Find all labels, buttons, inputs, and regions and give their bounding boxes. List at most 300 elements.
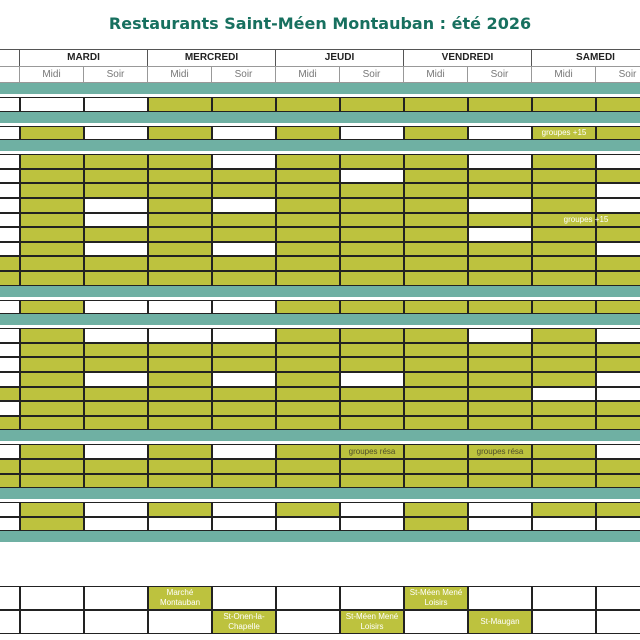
- table-cell: [212, 97, 276, 112]
- table-cell: [340, 300, 404, 315]
- table-cell: [0, 256, 20, 271]
- table-cell: [404, 444, 468, 459]
- table-cell: [276, 328, 340, 343]
- table-cell: [148, 416, 212, 431]
- table-cell: [340, 416, 404, 431]
- table-cell: [0, 416, 20, 431]
- meal-header: Midi: [404, 66, 468, 83]
- table-cell: [148, 502, 212, 517]
- table-cell: [532, 183, 596, 198]
- meal-header: Soir: [340, 66, 404, 83]
- table-cell: [340, 517, 404, 532]
- table-cell: [404, 372, 468, 387]
- table-cell: [404, 387, 468, 402]
- table-cell: [212, 256, 276, 271]
- table-cell: [596, 169, 640, 184]
- table-cell: [84, 372, 148, 387]
- table-cell: [0, 502, 20, 517]
- day-header: VENDREDI: [404, 49, 532, 66]
- event-label: St-Méen Mené Loisirs: [409, 588, 463, 607]
- table-cell: [212, 586, 276, 610]
- table-cell: [404, 242, 468, 257]
- table-cell: [20, 154, 84, 169]
- table-cell: [148, 300, 212, 315]
- table-cell: [404, 126, 468, 141]
- table-cell: [0, 401, 20, 416]
- table-cell: [212, 198, 276, 213]
- table-cell: [340, 459, 404, 474]
- table-cell: [340, 357, 404, 372]
- table-cell: [0, 387, 20, 402]
- table-cell: [596, 126, 640, 141]
- table-cell: [276, 372, 340, 387]
- table-cell: [20, 213, 84, 228]
- table-cell: [84, 357, 148, 372]
- table-cell: [212, 357, 276, 372]
- table-cell: [84, 416, 148, 431]
- table-cell: [276, 97, 340, 112]
- table-cell: [276, 227, 340, 242]
- table-cell: [404, 198, 468, 213]
- table-cell: [596, 328, 640, 343]
- section-band: [0, 286, 640, 297]
- section-band: [0, 314, 640, 325]
- table-cell: [212, 300, 276, 315]
- table-cell: [596, 416, 640, 431]
- table-cell: [20, 474, 84, 489]
- table-cell: [84, 387, 148, 402]
- table-cell: [468, 387, 532, 402]
- table-cell: [0, 517, 20, 532]
- table-cell: [340, 387, 404, 402]
- table-cell: [0, 154, 20, 169]
- table-cell: [404, 256, 468, 271]
- table-cell: [276, 271, 340, 286]
- table-cell: [404, 227, 468, 242]
- table-cell: [212, 328, 276, 343]
- table-cell: [532, 242, 596, 257]
- table-cell: [596, 242, 640, 257]
- table-cell: [340, 372, 404, 387]
- table-cell: [468, 271, 532, 286]
- table-cell: [532, 459, 596, 474]
- table-cell: [596, 343, 640, 358]
- table-cell: [0, 271, 20, 286]
- table-cell: [596, 97, 640, 112]
- table-cell: [20, 126, 84, 141]
- table-cell: [532, 198, 596, 213]
- table-cell: [84, 126, 148, 141]
- table-cell: [340, 271, 404, 286]
- section-band: [0, 140, 640, 151]
- table-cell: [148, 169, 212, 184]
- table-cell: [148, 227, 212, 242]
- day-header: JEUDI: [276, 49, 404, 66]
- page-title: Restaurants Saint-Méen Montauban : été 2026: [108, 14, 532, 33]
- table-cell: [212, 387, 276, 402]
- table-cell: [0, 227, 20, 242]
- table-cell: [148, 126, 212, 141]
- table-cell: [148, 387, 212, 402]
- table-cell: [340, 126, 404, 141]
- table-cell: [340, 198, 404, 213]
- table-cell: [148, 357, 212, 372]
- table-cell: [20, 271, 84, 286]
- table-cell: [20, 357, 84, 372]
- table-cell: [468, 213, 532, 228]
- table-cell: [0, 213, 20, 228]
- table-cell: [276, 183, 340, 198]
- table-cell: [148, 444, 212, 459]
- table-cell: [0, 343, 20, 358]
- meal-header: Soir: [596, 66, 640, 83]
- table-cell: [84, 242, 148, 257]
- table-cell: [20, 416, 84, 431]
- table-cell: [212, 517, 276, 532]
- table-cell: [340, 502, 404, 517]
- day-header: MERCREDI: [148, 49, 276, 66]
- table-cell: [340, 256, 404, 271]
- table-cell: [20, 502, 84, 517]
- table-cell: [148, 183, 212, 198]
- table-cell: [20, 227, 84, 242]
- table-cell: [84, 169, 148, 184]
- table-cell: [276, 517, 340, 532]
- table-cell: [532, 444, 596, 459]
- event-label: St-Onen-la-Chapelle: [223, 612, 265, 631]
- table-cell: [532, 357, 596, 372]
- table-cell: [20, 517, 84, 532]
- table-cell: [404, 154, 468, 169]
- table-cell: [404, 502, 468, 517]
- table-cell: [20, 242, 84, 257]
- table-cell: [340, 227, 404, 242]
- table-cell: [0, 97, 20, 112]
- table-cell: [276, 474, 340, 489]
- table-cell: [468, 502, 532, 517]
- header-lead: [0, 49, 20, 66]
- table-cell: [212, 401, 276, 416]
- table-cell: [84, 444, 148, 459]
- table-cell: [0, 198, 20, 213]
- table-cell: [148, 328, 212, 343]
- table-cell: [276, 198, 340, 213]
- table-cell: [148, 343, 212, 358]
- table-cell: [0, 474, 20, 489]
- table-cell: [340, 401, 404, 416]
- table-cell: [0, 444, 20, 459]
- table-cell: [84, 459, 148, 474]
- table-cell: [596, 586, 640, 610]
- table-cell: [468, 328, 532, 343]
- table-cell: [148, 271, 212, 286]
- table-cell: [404, 401, 468, 416]
- table-cell: [596, 357, 640, 372]
- meal-header: Midi: [148, 66, 212, 83]
- table-cell: [20, 343, 84, 358]
- table-cell: [0, 459, 20, 474]
- table-cell: [468, 183, 532, 198]
- table-cell: [596, 387, 640, 402]
- table-cell: [0, 328, 20, 343]
- table-cell: [84, 328, 148, 343]
- table-cell: [596, 300, 640, 315]
- table-cell: [84, 502, 148, 517]
- table-cell: [84, 256, 148, 271]
- table-cell: [596, 610, 640, 634]
- table-cell: [212, 459, 276, 474]
- table-cell: [212, 416, 276, 431]
- table-cell: [20, 328, 84, 343]
- table-cell: [468, 126, 532, 141]
- table-cell: [84, 227, 148, 242]
- table-cell: [468, 227, 532, 242]
- table-cell: [84, 300, 148, 315]
- table-cell: [84, 198, 148, 213]
- table-cell: [468, 474, 532, 489]
- table-cell: [148, 474, 212, 489]
- table-cell: [212, 444, 276, 459]
- table-cell: [0, 586, 20, 610]
- table-cell: [532, 97, 596, 112]
- section-band: [0, 430, 640, 441]
- header-lead: [0, 66, 20, 83]
- table-cell: [596, 502, 640, 517]
- table-cell: [468, 169, 532, 184]
- table-cell: [340, 328, 404, 343]
- table-cell: [84, 586, 148, 610]
- table-cell: [20, 610, 84, 634]
- table-cell: [404, 97, 468, 112]
- table-cell: [596, 154, 640, 169]
- table-cell: [20, 300, 84, 315]
- table-cell: [404, 213, 468, 228]
- table-cell: [20, 198, 84, 213]
- table-cell: [404, 517, 468, 532]
- event-label: St-Maugan: [480, 617, 520, 626]
- table-cell: [148, 213, 212, 228]
- table-cell: [20, 256, 84, 271]
- table-cell: [0, 242, 20, 257]
- table-cell: [84, 474, 148, 489]
- table-cell: [212, 502, 276, 517]
- table-cell: [212, 169, 276, 184]
- table-cell: [276, 300, 340, 315]
- table-cell: [340, 97, 404, 112]
- table-cell: [0, 300, 20, 315]
- meal-header: Midi: [532, 66, 596, 83]
- table-cell: [84, 183, 148, 198]
- table-cell: [596, 198, 640, 213]
- table-cell: [148, 198, 212, 213]
- table-cell: [468, 343, 532, 358]
- table-cell: [532, 169, 596, 184]
- table-cell: [532, 517, 596, 532]
- table-cell: [404, 474, 468, 489]
- table-cell: [340, 242, 404, 257]
- table-cell: [148, 97, 212, 112]
- event-label: St-Méen Mené Loisirs: [345, 612, 399, 631]
- table-cell: [532, 401, 596, 416]
- table-cell: [532, 586, 596, 610]
- table-cell: [596, 227, 640, 242]
- table-cell: [596, 474, 640, 489]
- table-cell: [212, 154, 276, 169]
- table-cell: [468, 256, 532, 271]
- table-cell: [84, 401, 148, 416]
- table-cell: [404, 357, 468, 372]
- table-cell: [532, 256, 596, 271]
- table-cell: [340, 474, 404, 489]
- table-cell: [468, 97, 532, 112]
- table-cell: [340, 586, 404, 610]
- table-cell: [532, 474, 596, 489]
- table-cell: [468, 401, 532, 416]
- table-cell: [276, 126, 340, 141]
- table-cell: [532, 610, 596, 634]
- table-cell: [212, 183, 276, 198]
- table-cell: [468, 517, 532, 532]
- table-cell: [276, 401, 340, 416]
- table-cell: [276, 213, 340, 228]
- table-cell: [84, 213, 148, 228]
- cell-note: groupes résa: [476, 446, 524, 456]
- table-cell: [84, 154, 148, 169]
- table-cell: [276, 343, 340, 358]
- table-cell: [84, 517, 148, 532]
- table-cell: [532, 502, 596, 517]
- table-cell: [596, 256, 640, 271]
- table-cell: [532, 343, 596, 358]
- table-cell: [276, 242, 340, 257]
- table-cell: [340, 169, 404, 184]
- table-cell: [404, 328, 468, 343]
- table-cell: [212, 271, 276, 286]
- table-cell: [20, 586, 84, 610]
- table-cell: [532, 387, 596, 402]
- table-cell: [84, 97, 148, 112]
- table-cell: [212, 213, 276, 228]
- table-cell: [276, 256, 340, 271]
- table-cell: [212, 474, 276, 489]
- table-cell: [404, 300, 468, 315]
- table-cell: [468, 586, 532, 610]
- table-cell: [468, 416, 532, 431]
- table-cell: [404, 416, 468, 431]
- meal-header: Midi: [20, 66, 84, 83]
- table-cell: [276, 444, 340, 459]
- table-cell: [0, 126, 20, 141]
- table-cell: [0, 169, 20, 184]
- table-cell: [468, 357, 532, 372]
- table-cell: [340, 343, 404, 358]
- table-cell: [596, 517, 640, 532]
- day-header: SAMEDI: [532, 49, 640, 66]
- section-band: [0, 112, 640, 123]
- table-cell: [468, 459, 532, 474]
- table-cell: [340, 213, 404, 228]
- table-cell: [276, 610, 340, 634]
- table-cell: [148, 372, 212, 387]
- table-cell: [404, 271, 468, 286]
- table-cell: [276, 387, 340, 402]
- meal-header: Soir: [84, 66, 148, 83]
- table-cell: [148, 610, 212, 634]
- table-cell: [596, 271, 640, 286]
- section-band: [0, 531, 640, 542]
- table-cell: [532, 271, 596, 286]
- table-cell: [276, 357, 340, 372]
- table-cell: [404, 183, 468, 198]
- table-cell: [596, 401, 640, 416]
- table-cell: [596, 444, 640, 459]
- table-cell: [20, 401, 84, 416]
- section-band: [0, 83, 640, 94]
- table-cell: [596, 372, 640, 387]
- table-cell: [20, 169, 84, 184]
- event-label: Marché Montauban: [159, 588, 201, 607]
- table-cell: [340, 183, 404, 198]
- table-cell: [212, 372, 276, 387]
- cell-note: groupes résa: [348, 446, 396, 456]
- table-cell: [276, 502, 340, 517]
- table-cell: [148, 256, 212, 271]
- table-cell: [468, 154, 532, 169]
- table-cell: [276, 169, 340, 184]
- table-cell: [212, 227, 276, 242]
- table-cell: [468, 242, 532, 257]
- table-cell: [468, 372, 532, 387]
- table-cell: [596, 459, 640, 474]
- table-cell: [20, 97, 84, 112]
- cell-note: groupes +15: [541, 127, 587, 137]
- table-cell: [212, 242, 276, 257]
- table-cell: [212, 126, 276, 141]
- table-cell: [532, 328, 596, 343]
- table-cell: [20, 372, 84, 387]
- cell-note: groupes +15: [563, 214, 609, 224]
- table-cell: [20, 444, 84, 459]
- section-band: [0, 488, 640, 499]
- meal-header: Soir: [468, 66, 532, 83]
- table-cell: [148, 459, 212, 474]
- table-cell: [0, 183, 20, 198]
- table-cell: [20, 459, 84, 474]
- table-cell: [532, 300, 596, 315]
- table-cell: [84, 271, 148, 286]
- table-cell: [148, 154, 212, 169]
- table-cell: [532, 416, 596, 431]
- table-cell: [276, 416, 340, 431]
- table-cell: [148, 401, 212, 416]
- table-cell: [276, 586, 340, 610]
- table-cell: [404, 169, 468, 184]
- table-cell: [468, 198, 532, 213]
- day-header: MARDI: [20, 49, 148, 66]
- table-cell: [20, 387, 84, 402]
- table-cell: [404, 343, 468, 358]
- table-cell: [404, 610, 468, 634]
- table-cell: [84, 610, 148, 634]
- table-cell: [276, 154, 340, 169]
- table-cell: [0, 372, 20, 387]
- table-cell: [596, 183, 640, 198]
- table-cell: [148, 242, 212, 257]
- table-cell: [340, 154, 404, 169]
- table-cell: [532, 154, 596, 169]
- table-cell: [468, 300, 532, 315]
- table-cell: [148, 517, 212, 532]
